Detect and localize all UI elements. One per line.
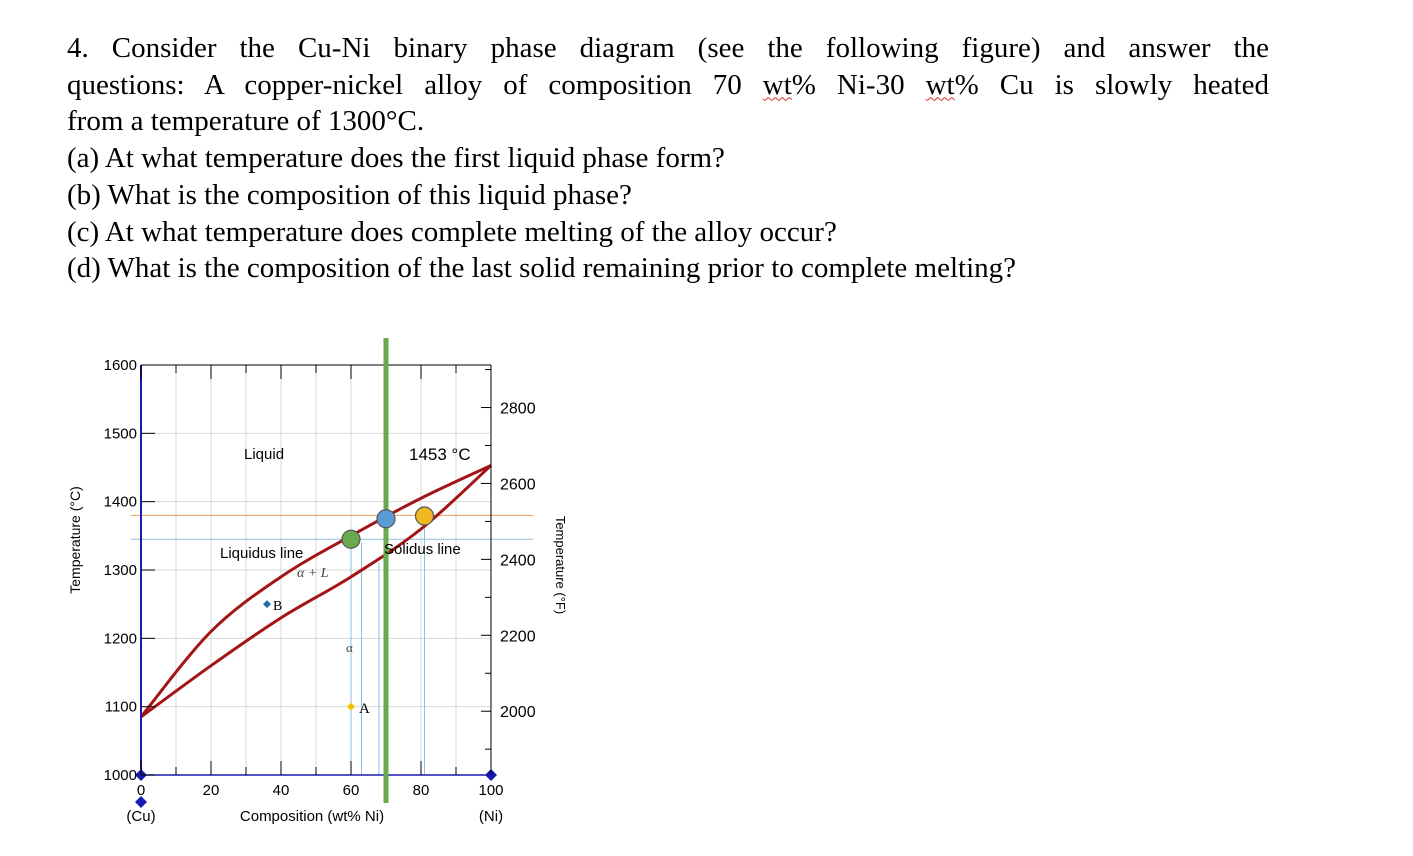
y-tick-label: 1500	[103, 425, 137, 443]
x-tick-label: 100	[478, 782, 504, 799]
question-line-2-part3: % Cu is slowly heated	[954, 68, 1269, 101]
right-tick-label: 2000	[500, 704, 536, 722]
y-tick-label: 1200	[103, 630, 137, 648]
x-axis-left-end-label: (Cu)	[126, 808, 156, 825]
right-tick-label: 2600	[500, 476, 536, 494]
region-label-liquid: Liquid	[244, 446, 285, 463]
region-label-alpha: α	[346, 640, 353, 655]
x-tick-label: 80	[412, 782, 430, 799]
phase-diagram-figure	[60, 330, 620, 850]
right-tick-label: 2400	[500, 552, 536, 570]
y-tick-label: 1000	[103, 767, 137, 784]
phase-diagram-chart	[60, 330, 620, 850]
question-part-a: (a) At what temperature does the first liquid phase form?	[67, 142, 725, 175]
x-tick-label: 0	[136, 782, 146, 799]
question-line-2-part2: % Ni-30	[791, 68, 926, 101]
question-part-b: (b) What is the composition of this liquid phase?	[67, 178, 632, 211]
question-line-3: from a temperature of 1300°C.	[67, 105, 425, 138]
x-axis-title: Composition (wt% Ni)	[239, 808, 385, 825]
point-b-marker	[263, 600, 271, 608]
y-tick-label: 1400	[103, 493, 137, 511]
y-tick-label: 1600	[103, 357, 137, 374]
melting-point-label: 1453 °C	[409, 445, 471, 464]
intersection-circle-marker-3	[416, 507, 434, 525]
x-axis-right-end-label: (Ni)	[478, 808, 504, 825]
spellcheck-word-wt-1: wt	[762, 68, 792, 101]
solidus-line-label: Solidus line	[384, 541, 461, 558]
x-tick-label: 20	[202, 782, 220, 799]
y-tick-label: 1300	[103, 562, 137, 579]
point-b-label: B	[273, 599, 283, 614]
right-tick-label: 2200	[500, 628, 536, 646]
reference-lines	[131, 515, 533, 775]
x-tick-label: 60	[342, 782, 360, 799]
question-part-d: (d) What is the composition of the last solid remaining prior to complete melting?	[67, 252, 1017, 285]
spellcheck-word-wt-2: wt	[925, 68, 955, 101]
question-line-2	[67, 67, 1269, 104]
y-tick-label: 1100	[104, 698, 137, 716]
right-tick-label: 2800	[500, 400, 536, 418]
question-line-1: 4. Consider the Cu-Ni binary phase diagram (see the following figure) and answer the	[67, 32, 1269, 64]
question-part-c: (c) At what temperature does complete melting of the alloy occur?	[67, 215, 837, 248]
point-a-marker	[347, 703, 355, 711]
point-a-label: A	[359, 701, 370, 717]
liquidus-line-label: Liquidus line	[220, 545, 304, 562]
right-axis-title: Temperature (°F)	[553, 515, 568, 615]
x-tick-label: 40	[272, 782, 290, 799]
region-label-alpha-liquid: α + L	[297, 566, 329, 581]
question-line-2-part1: questions: A copper-nickel alloy of composition 70	[67, 68, 763, 101]
intersection-circle-marker-2	[377, 510, 395, 528]
question-text	[67, 30, 1269, 287]
left-axis-title: Temperature (°C)	[67, 486, 83, 594]
intersection-circle-marker-1	[342, 530, 360, 548]
